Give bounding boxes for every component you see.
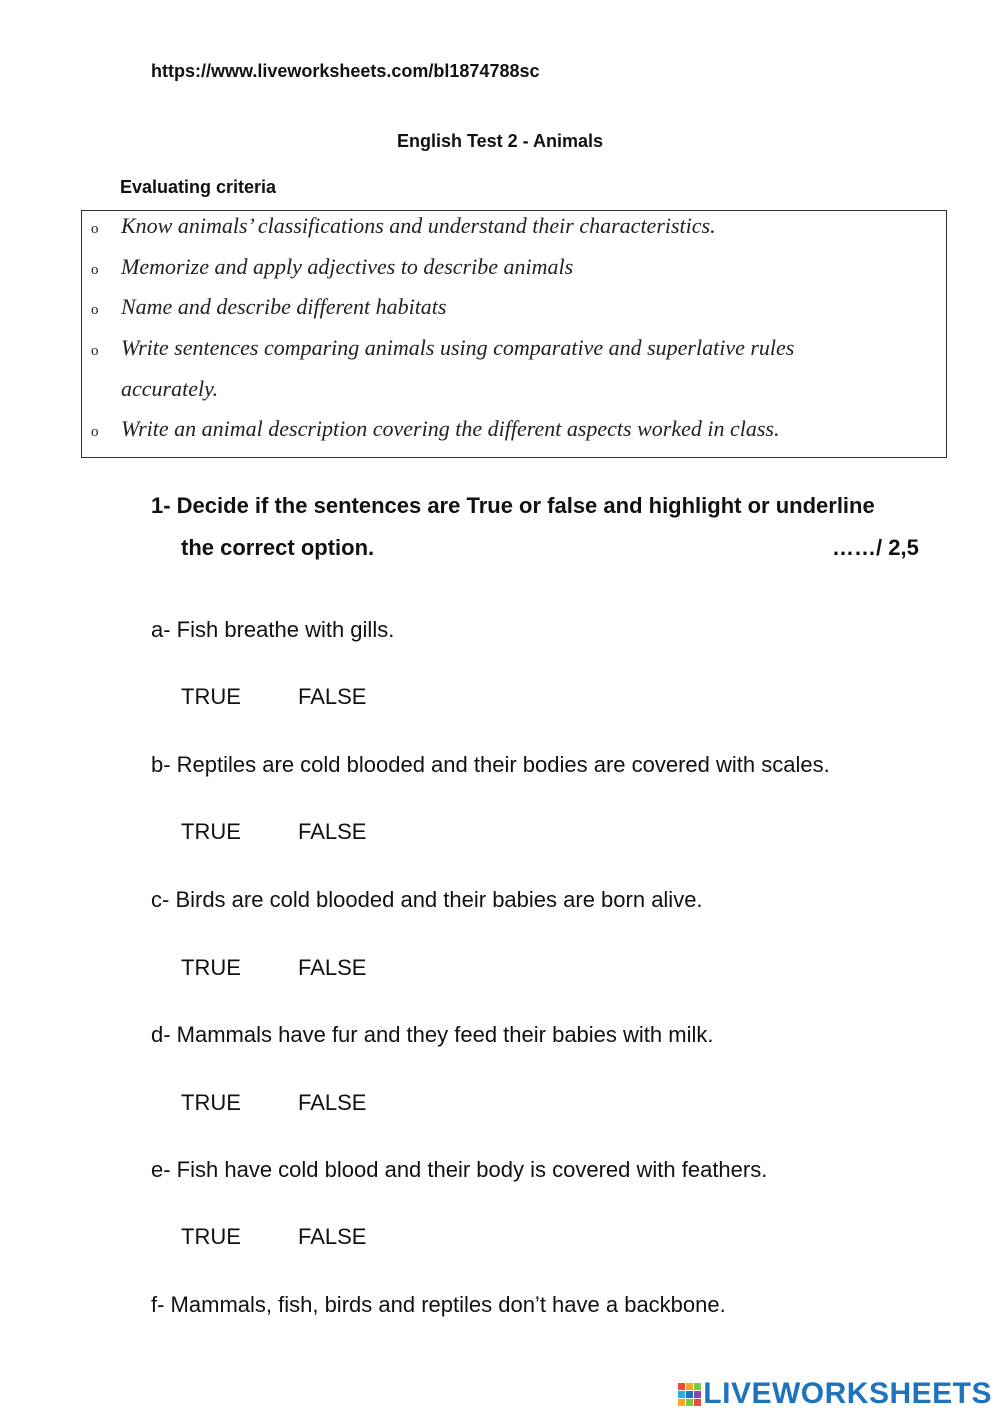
bullet-icon: o bbox=[91, 302, 99, 318]
bullet-icon: o bbox=[91, 343, 99, 359]
liveworksheets-logo-icon bbox=[678, 1383, 701, 1406]
option-true-e[interactable]: TRUE bbox=[181, 1224, 241, 1249]
option-false-e[interactable]: FALSE bbox=[298, 1224, 367, 1249]
question-1-score: ……/ 2,5 bbox=[832, 535, 919, 560]
worksheet-url[interactable]: https://www.liveworksheets.com/bl1874788sc bbox=[151, 61, 540, 81]
question-1-instruction-continued: the correct option. bbox=[181, 535, 375, 560]
criteria-item: Write sentences comparing animals using comparative and superlative rules bbox=[121, 335, 795, 360]
bullet-icon: o bbox=[91, 424, 99, 440]
option-false-a[interactable]: FALSE bbox=[298, 684, 367, 709]
criteria-item: Write an animal description covering the different aspects worked in class. bbox=[121, 416, 780, 441]
criteria-item: Name and describe different habitats bbox=[121, 294, 447, 319]
statement-d: d- Mammals have fur and they feed their babies with milk. bbox=[151, 1022, 714, 1047]
criteria-heading: Evaluating criteria bbox=[120, 177, 277, 197]
liveworksheets-logo bbox=[678, 1378, 992, 1410]
bullet-icon: o bbox=[91, 221, 99, 237]
logo-text: LIVEWORKSHEETS bbox=[703, 1377, 992, 1410]
option-true-a[interactable]: TRUE bbox=[181, 684, 241, 709]
criteria-item: Memorize and apply adjectives to describe animals bbox=[121, 254, 574, 279]
criteria-box bbox=[81, 210, 947, 458]
page-title: English Test 2 - Animals bbox=[396, 131, 604, 151]
statement-a: a- Fish breathe with gills. bbox=[151, 617, 395, 642]
statement-c: c- Birds are cold blooded and their babies are born alive. bbox=[151, 887, 703, 912]
option-true-d[interactable]: TRUE bbox=[181, 1090, 241, 1115]
option-false-c[interactable]: FALSE bbox=[298, 955, 367, 980]
option-true-b[interactable]: TRUE bbox=[181, 819, 241, 844]
bullet-icon: o bbox=[91, 262, 99, 278]
option-false-b[interactable]: FALSE bbox=[298, 819, 367, 844]
statement-f: f- Mammals, fish, birds and reptiles don’t have a backbone. bbox=[151, 1292, 726, 1317]
statement-e: e- Fish have cold blood and their body is covered with feathers. bbox=[151, 1157, 768, 1182]
question-1-instruction: 1- Decide if the sentences are True or false and highlight or underline bbox=[151, 493, 875, 518]
statement-b: b- Reptiles are cold blooded and their bodies are covered with scales. bbox=[151, 752, 830, 777]
criteria-item-continued: accurately. bbox=[121, 376, 219, 401]
criteria-item: Know animals’ classifications and understand their characteristics. bbox=[121, 213, 716, 238]
option-false-d[interactable]: FALSE bbox=[298, 1090, 367, 1115]
option-true-c[interactable]: TRUE bbox=[181, 955, 241, 980]
